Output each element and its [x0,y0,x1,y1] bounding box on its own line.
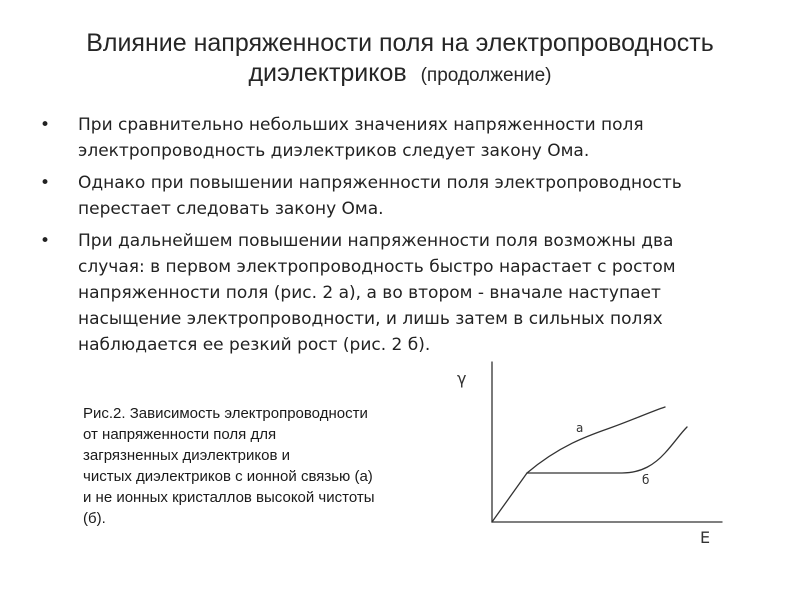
figure-caption: Рис.2. Зависимость электропроводности от напряженности поля для загрязненных диэлектриков и чистых диэлектриков с ионной связью (а) и не ионных кристаллов высокой чистоты (б). [83,405,375,527]
curve-a-label: а [576,421,584,435]
curve-b-label: б [642,473,650,487]
slide-title [0,28,800,91]
y-axis-label: γ [457,369,467,388]
x-axis-label: E [700,528,711,547]
title-line-2: диэлектриков [248,59,407,87]
title-subtitle: (продолжение) [420,65,552,86]
bullet-marker: • [40,115,51,135]
curve-b [527,427,687,473]
bullet-text: При дальнейшем повышении напряженности поля возможны два случая: в первом электропроводность быстро нарастает с ростом напряженности поля (рис. 2 а), а во втором - вначале наступает насыщение электропроводности, и лишь затем в сильных полях наблюдается ее резкий рост (рис. 2 б). [78,231,676,355]
conductivity-graph [450,360,730,550]
title-line-1: Влияние напряженности поля на электропроводность [86,29,714,57]
bullet-marker: • [40,231,51,251]
bullet-item [40,170,740,222]
bullet-list [40,112,740,364]
curve-a [527,407,665,473]
bullet-text: Однако при повышении напряженности поля электропроводность перестает следовать закону Ома. [78,173,682,219]
ohmic-region-line [492,473,527,522]
bullet-item [40,228,740,358]
bullet-marker: • [40,173,51,193]
bullet-text: При сравнительно небольших значениях напряженности поля электропроводность диэлектриков следует закону Ома. [78,115,644,161]
bullet-item [40,112,740,164]
